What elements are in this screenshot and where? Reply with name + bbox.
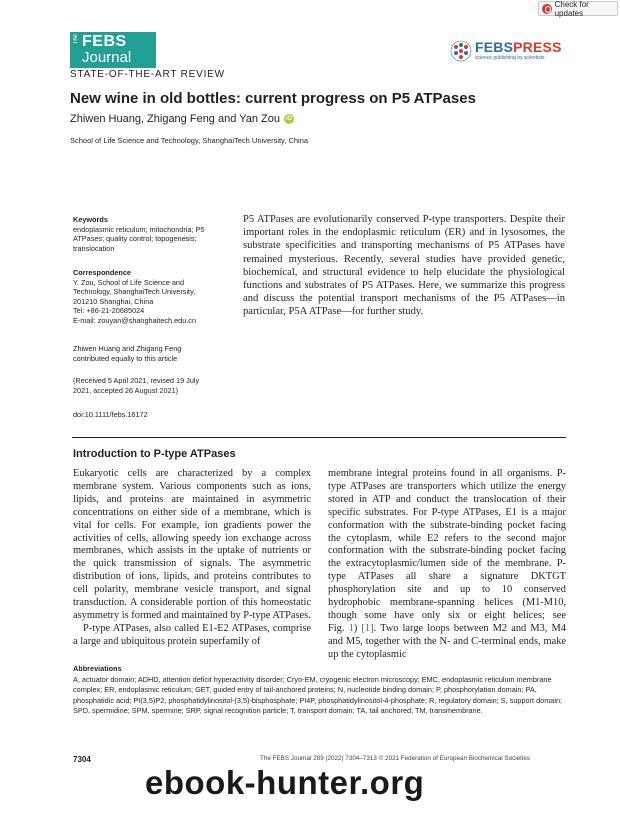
correspondence-line: Technology, ShanghaiTech University, bbox=[73, 287, 196, 296]
received-dates bbox=[73, 376, 233, 395]
paragraph-text: . Two large loops between M2 and M3, M4 and M5, together with the N- and C-terminal ends, make up the cytoplasmic bbox=[328, 622, 566, 660]
paragraph bbox=[328, 468, 566, 662]
received-line: (Received 5 April 2021, revised 19 July bbox=[73, 376, 200, 385]
keywords-heading: Keywords bbox=[73, 215, 108, 224]
abbreviations-heading: Abbreviations bbox=[73, 664, 122, 673]
correspondence-heading: Correspondence bbox=[73, 268, 131, 277]
received-line: 2021, accepted 26 August 2021) bbox=[73, 385, 179, 395]
press-tagline: science publishing by scientists bbox=[475, 55, 545, 61]
check-for-updates-label: Check for updates bbox=[554, 0, 589, 18]
ref-separator: ) bbox=[353, 622, 358, 634]
press-name: FEBSPRESS bbox=[475, 39, 562, 55]
febs-press-logo bbox=[450, 38, 560, 64]
note-line: Zhiwen Huang and Zhigang Feng bbox=[73, 344, 182, 353]
section-label: STATE-OF-THE-ART REVIEW bbox=[70, 69, 225, 80]
affiliation: School of Life Science and Technology, ShanghaiTech University, China bbox=[70, 136, 309, 145]
abstract: P5 ATPases are evolutionarily conserved P-type transporters. Despite their important roles in the endoplasmic reticulum (ER) and in lysosomes, the substrate specificities and transporting mechanisms of P5 ATPases have remained mysterious. Recently, several studies have provided genetic, biochemical, and structural evidence to help elucidate the physiological functions and substrates of P5 ATPases. Here, we summarize this progress and discuss the potential transport mechanisms of the P5 ATPases—in particular, P5A ATPase—for further study. bbox=[243, 214, 565, 318]
logo-prefix: The bbox=[73, 34, 79, 45]
paragraph: Eukaryotic cells are characterized by a complex membrane system. Various components such as ions, lipids, and proteins are maintained in asymmetric concentrations on either side of a membrane, which is vital for cells. For example, ion gradients power the activities of cells, allowing speedy ion exchange across membranes, which assists in the uptake of nutrients or the quick transmission of signals. The asymmetric distribution of ions, lipids, and proteins contributes to cell polarity, membrane vesicle transport, and signal transduction. A considerable portion of this homeostatic asymmetry is formed and maintained by P-type ATPases. bbox=[73, 468, 311, 621]
press-dots-icon bbox=[450, 40, 472, 62]
correspondence-line: 201210 Shanghai, China bbox=[73, 296, 154, 306]
update-icon bbox=[542, 4, 552, 14]
febs-journal-logo bbox=[70, 32, 156, 68]
watermark: ebook-hunter.org bbox=[145, 764, 425, 801]
article-title: New wine in old bottles: current progress on P5 ATPases bbox=[70, 90, 476, 107]
abbreviations-text: A, actuator domain; ADHD, attention deficit hyperactivity disorder; Cryo-EM, cryogenic electron microscopy; EMC, endoplasmic reticulum membrane complex; ER, endoplasmic reticulum; GET, guided entry of tail-anchored proteins; N, nucleotide binding domain; P, phosphorylation domain; PA, phosphatidic acid; PI(3,5)P2, phosphatidylinositol-(3,5)-bisphosphate; PI4P, phosphatidylinositol-4-phosphate; R, regulatory domain; S, support domain; SPD, spermidine; SPM, spermine; SRP, signal recognition particle; T, transport domain; TA, tail anchored; TM, transmembrane. bbox=[73, 674, 563, 715]
paragraph: P-type ATPases, also called E1-E2 ATPases, comprise a large and ubiquitous protein superfamily of bbox=[73, 622, 311, 647]
correspondence-line: Y. Zou, School of Life Science and bbox=[73, 277, 185, 287]
page-number: 7304 bbox=[73, 755, 91, 764]
body-column-right bbox=[328, 468, 566, 662]
paragraph-text: membrane integral proteins found in all organisms. P-type ATPases are transporters which utilize the energy stored in ATP and conduct the translocation of their specific substrates. For P-type ATPases, E1 is a major conformation with the substrate-binding pocket facing the cytoplasm, while E2 refers to the second major conformation with the substrate-binding pocket facing the extracytoplasmic/lumen side of the membrane. P-type ATPases all share a signature DKTGT phosphorylation site and up to 10 conserved hydrophobic membrane-spanning helices (M1-M10, though some have only six or eight helices; see Fig. bbox=[328, 468, 566, 634]
correspondence-line: Tel: +86-21-20685024 bbox=[73, 306, 145, 315]
keywords-block bbox=[73, 215, 233, 253]
keywords-line: translocation bbox=[73, 243, 115, 253]
keywords-line: ATPases; quality control; topogenesis; bbox=[73, 234, 197, 243]
body-column-left bbox=[73, 468, 311, 649]
note-line: contributed equally to this article bbox=[73, 353, 178, 363]
doi-link[interactable]: doi:10.1111/febs.16172 bbox=[73, 410, 148, 419]
email-link[interactable]: E-mail: zouyan@shanghaitech.edu.cn bbox=[73, 315, 197, 325]
abbreviations-block bbox=[73, 664, 565, 717]
authors: Zhiwen Huang, Zhigang Feng and Yan Zou bbox=[70, 113, 280, 125]
intro-heading: Introduction to P-type ATPases bbox=[73, 448, 236, 460]
section-divider bbox=[72, 437, 566, 438]
check-for-updates-badge[interactable] bbox=[538, 1, 618, 16]
orcid-icon[interactable]: iD bbox=[285, 116, 292, 122]
keywords-line: endoplasmic reticulum; mitochondria; P5 bbox=[73, 224, 205, 234]
citation-link[interactable]: [1] bbox=[361, 622, 374, 634]
logo-sub: Journal bbox=[82, 49, 132, 66]
correspondence-block bbox=[73, 268, 233, 325]
equal-contribution-note bbox=[73, 344, 233, 363]
author-line bbox=[70, 113, 294, 125]
footer-citation: The FEBS Journal 289 (2022) 7304–7313 © 2021 Federation of European Biochemical Societies bbox=[260, 755, 530, 762]
figure-ref-link[interactable]: 1 bbox=[348, 622, 354, 634]
logo-name: FEBS bbox=[82, 33, 127, 50]
